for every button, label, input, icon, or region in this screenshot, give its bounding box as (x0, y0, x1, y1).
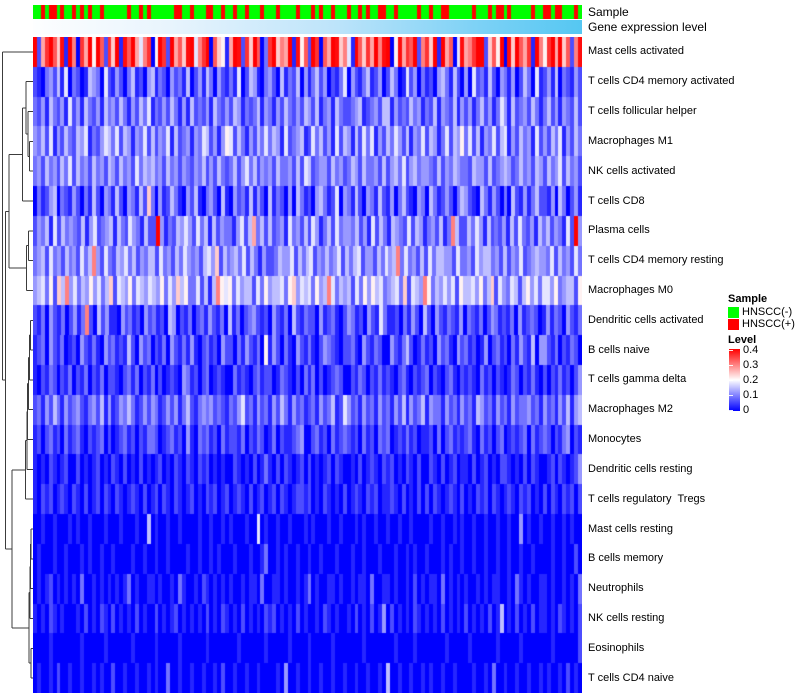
legend-sample-items (728, 306, 798, 330)
row-label: Mast cells activated (588, 45, 684, 58)
heatmap-canvas (33, 37, 582, 693)
legend-sample-item-label: HNSCC(+) (742, 318, 795, 330)
level-tick-label: 0.4 (743, 344, 759, 356)
row-label: NK cells activated (588, 164, 676, 177)
gene-expression-annotation-label: Gene expression level (588, 20, 707, 34)
row-label: Plasma cells (588, 224, 650, 237)
row-label: T cells CD4 naive (588, 671, 674, 684)
level-tick-label: 0.3 (743, 359, 759, 371)
row-label: Macrophages M0 (588, 283, 673, 296)
level-tick-mark (729, 365, 733, 366)
hnscc-positive-swatch (728, 319, 739, 330)
legend-sample-item-label: HNSCC(-) (742, 306, 793, 318)
legend-sample-title: Sample (728, 293, 768, 305)
level-tick-label: 0 (743, 404, 750, 416)
row-label: T cells regulatory Tregs (588, 492, 706, 505)
sample-annotation-bar (33, 5, 582, 19)
row-label: T cells gamma delta (588, 373, 687, 386)
level-tick-mark (729, 395, 733, 396)
level-tick-mark (729, 350, 733, 351)
row-label: Macrophages M2 (588, 403, 673, 416)
row-label: T cells CD8 (588, 194, 645, 207)
row-label: T cells CD4 memory activated (588, 75, 735, 88)
row-label: B cells memory (588, 552, 664, 565)
level-tick-label: 0.2 (743, 374, 759, 386)
level-tick-mark (729, 410, 733, 411)
row-label: T cells follicular helper (588, 105, 697, 118)
row-label: Neutrophils (588, 582, 644, 595)
legend-level-scale (728, 344, 798, 416)
row-label: Macrophages M1 (588, 134, 673, 147)
legend-sample-item (728, 306, 798, 318)
row-label: T cells CD4 memory resting (588, 254, 724, 267)
sample-annotation-label: Sample (588, 5, 629, 19)
row-dendrogram (2, 37, 33, 693)
legend-sample-item (728, 318, 798, 330)
legend (728, 293, 798, 416)
legend-level-title: Level (728, 334, 757, 346)
row-label: NK cells resting (588, 611, 665, 624)
level-tick-label: 0.1 (743, 389, 759, 401)
level-tick-mark (729, 380, 733, 381)
row-label: Dendritic cells activated (588, 313, 704, 326)
row-label: Eosinophils (588, 641, 645, 654)
row-label: Dendritic cells resting (588, 462, 693, 475)
hnscc-negative-swatch (728, 307, 739, 318)
row-label: Mast cells resting (588, 522, 673, 535)
gene-expression-level-bar (33, 20, 582, 34)
row-label: Monocytes (588, 433, 642, 446)
row-label: B cells naive (588, 343, 650, 356)
